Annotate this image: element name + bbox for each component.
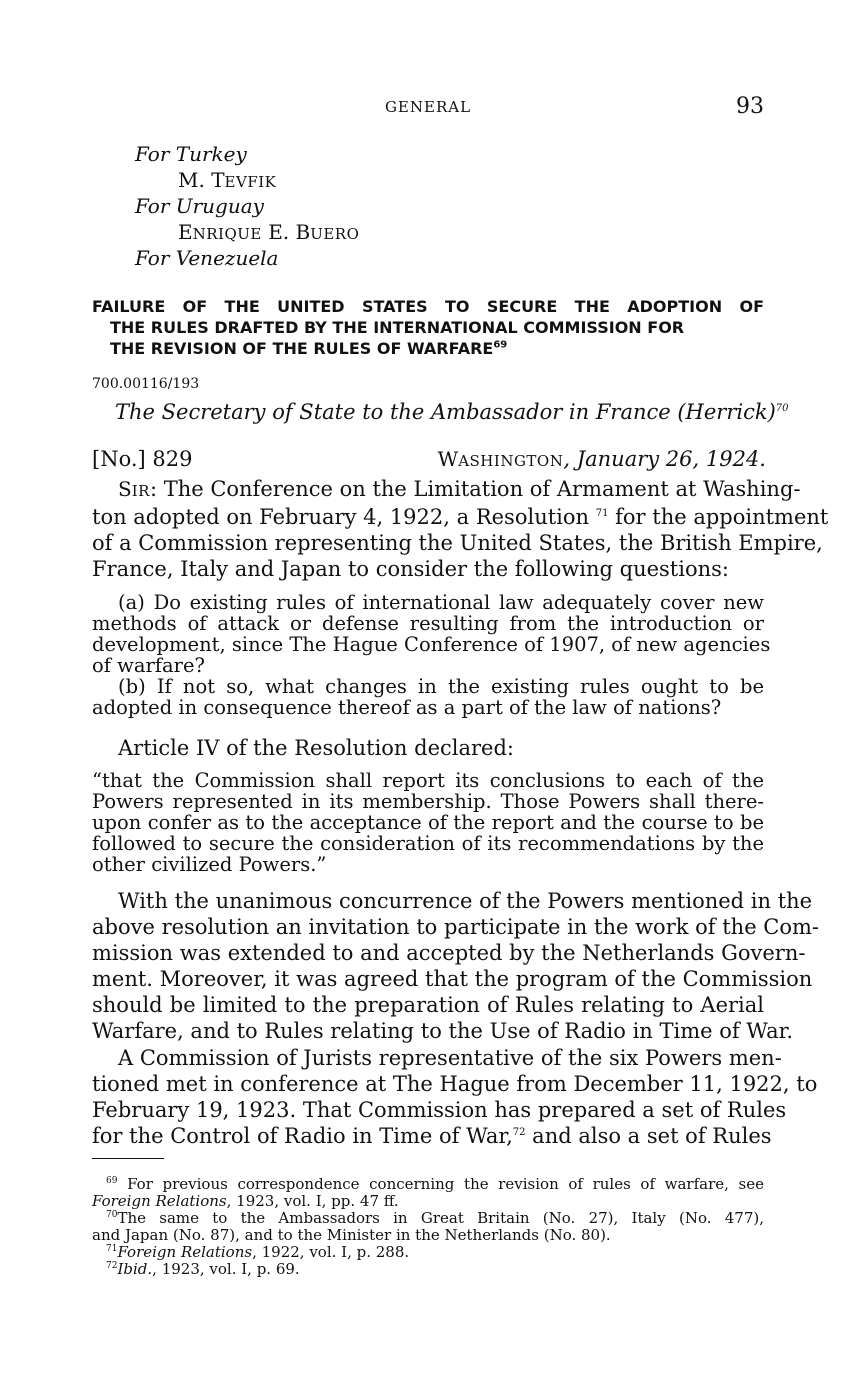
text-line: ton adopted on February 4, 1922, a Resolution $^{71}$ for the appointment bbox=[92, 505, 829, 529]
document-number: [No.] 829 bbox=[92, 447, 193, 471]
file-number: 700.00116/193 bbox=[92, 376, 200, 392]
text-line: A Commission of Jurists representative of the six Powers men- bbox=[118, 1046, 782, 1070]
text-line: mission was extended to and accepted by the Netherlands Govern- bbox=[92, 941, 806, 965]
article-intro: Article IV of the Resolution declared: bbox=[118, 736, 514, 760]
text-line: France, Italy and Japan to consider the following questions: bbox=[92, 557, 729, 581]
text-line: February 19, 1923. That Commission has prepared a set of Rules bbox=[92, 1098, 787, 1122]
text-line: With the unanimous concurrence of the Powers mentioned in the bbox=[118, 889, 813, 913]
signatory-country-uruguay: For Uruguay bbox=[135, 194, 264, 218]
footnote: and Japan (No. 87), and to the Minister in the Netherlands (No. 80). bbox=[92, 1226, 611, 1244]
footnote-ref: 72 bbox=[512, 1127, 526, 1138]
text-line: for the Control of Radio in Time of War,$^{72}$ and also a set of Rules bbox=[92, 1124, 772, 1148]
text-line: of a Commission representing the United States, the British Empire, bbox=[92, 531, 823, 555]
text-line: Warfare, and to Rules relating to the Use of Radio in Time of War. bbox=[92, 1019, 793, 1043]
footnote: $^{70}$The same to the Ambassadors in Great Britain (No. 27), Italy (No. 477), bbox=[106, 1209, 764, 1227]
dateline: WASHINGTON, January 26, 1924. bbox=[437, 447, 766, 471]
text-line: upon confer as to the acceptance of the report and the course to be bbox=[92, 811, 764, 834]
section-title-line: THE REVISION OF THE RULES OF WARFARE$^{69}$ bbox=[110, 339, 508, 358]
document-heading: The Secretary of State to the Ambassador in France (Herrick)$^{70}$ bbox=[115, 400, 789, 424]
text-line: of warfare? bbox=[92, 654, 205, 677]
text-line: ment. Moreover, it was agreed that the program of the Commission bbox=[92, 967, 813, 991]
text-line: methods of attack or defense resulting from the introduction or bbox=[92, 612, 764, 635]
text-line: above resolution an invitation to participate in the work of the Com- bbox=[92, 915, 820, 939]
footnote-rule bbox=[92, 1158, 164, 1159]
footnote: $^{72}$Ibid., 1923, vol. I, p. 69. bbox=[106, 1260, 300, 1278]
footnote-ref: 71 bbox=[595, 508, 609, 519]
page-number: 93 bbox=[736, 94, 764, 119]
text-line: (b) If not so, what changes in the existing rules ought to be bbox=[118, 675, 764, 698]
text-line: followed to secure the consideration of its recommendations by the bbox=[92, 832, 764, 855]
text-line: Powers represented in its membership. Those Powers shall there- bbox=[92, 790, 764, 813]
section-title bbox=[92, 296, 764, 359]
body-paragraph bbox=[92, 1045, 818, 1149]
article-quote bbox=[92, 770, 764, 875]
text-line: should be limited to the preparation of Rules relating to Aerial bbox=[92, 993, 764, 1017]
section-title-line: FAILURE OF THE UNITED STATES TO SECURE THE ADOPTION OF bbox=[92, 297, 764, 316]
text-line: (a) Do existing rules of international law adequately cover new bbox=[118, 591, 764, 614]
footnote-ref: 70 bbox=[775, 403, 789, 414]
section-title-line: THE RULES DRAFTED BY THE INTERNATIONAL COMMISSION FOR bbox=[110, 318, 685, 337]
text-line: SIR: The Conference on the Limitation of Armament at Washing- bbox=[118, 477, 801, 501]
body-paragraph bbox=[92, 888, 820, 1044]
footnote: Foreign Relations, 1923, vol. I, pp. 47 ff. bbox=[92, 1192, 399, 1210]
text-line: development, since The Hague Conference of 1907, of new agencies bbox=[92, 633, 771, 656]
footnote-ref: 69 bbox=[493, 339, 508, 351]
signatory-name-tevfik: M. TEVFIK bbox=[178, 168, 277, 192]
footnote: $^{71}$Foreign Relations, 1922, vol. I, p. 288. bbox=[106, 1243, 410, 1261]
running-head: GENERAL bbox=[384, 98, 472, 116]
signatory-country-turkey: For Turkey bbox=[135, 142, 247, 166]
body-paragraph bbox=[92, 476, 829, 582]
footnote: $^{69}$ For previous correspondence concerning the revision of rules of warfare, see bbox=[106, 1175, 764, 1193]
signatory-country-venezuela: For Venezuela bbox=[135, 246, 279, 270]
text-line: tioned met in conference at The Hague from December 11, 1922, to bbox=[92, 1072, 818, 1096]
signatory-name-buero: ENRIQUE E. BUERO bbox=[178, 220, 360, 244]
text-line: adopted in consequence thereof as a part of the law of nations? bbox=[92, 696, 722, 719]
text-line: “that the Commission shall report its conclusions to each of the bbox=[92, 769, 764, 792]
questions-block bbox=[92, 591, 771, 719]
text-line: other civilized Powers.” bbox=[92, 853, 327, 876]
footnotes bbox=[92, 1176, 764, 1278]
